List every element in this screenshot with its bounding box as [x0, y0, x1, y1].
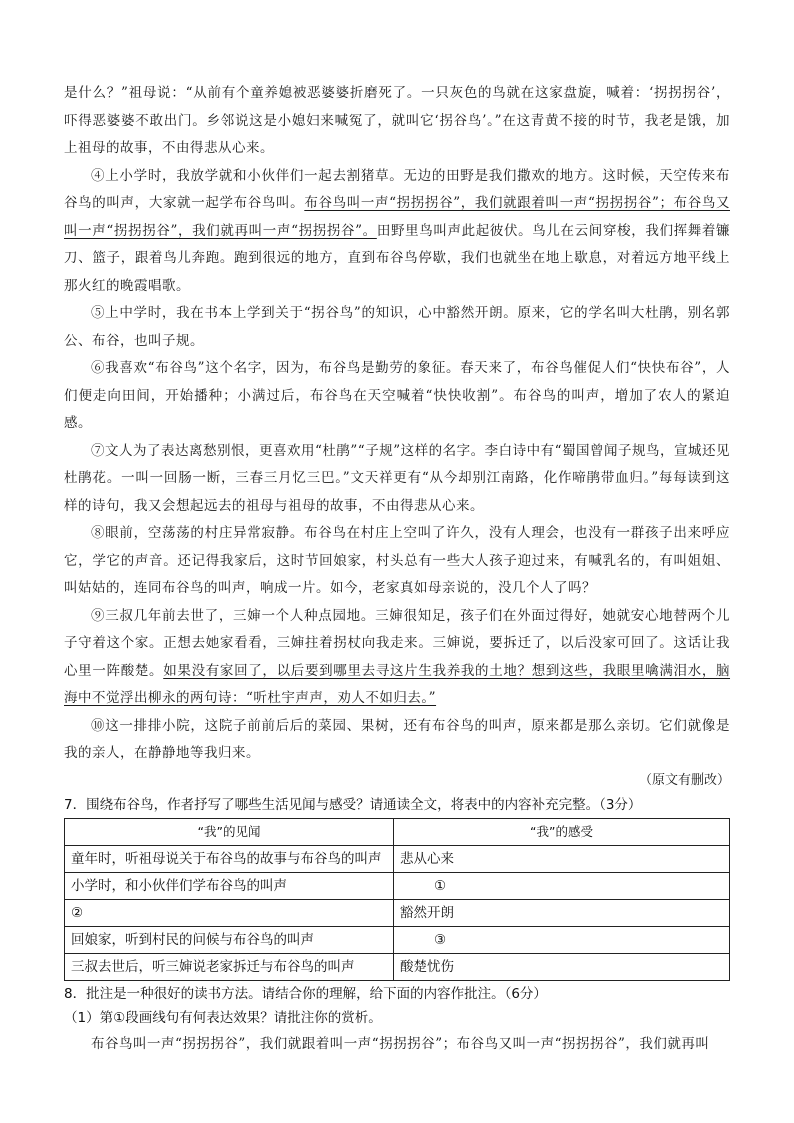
paragraph-9-text-a: ⑨三叔几年前去世了，三婶一个人种点园地。三婶很知足，孩子们在外面过得好，她就安心地替两个儿子守着这个家。正想去她家看看，三婶拄着拐杖向我走来。三婶说，要拆迁了，以后没家可回了。这话让我心里一阵酸楚。	[64, 607, 730, 679]
paragraph-5: ⑤上中学时，我在书本上学到关于“拐谷鸟”的知识，心中豁然开朗。原来，它的学名叫大杜鹃，别名郭公、布谷，也叫子规。	[64, 305, 730, 349]
table-row	[65, 926, 730, 953]
paragraph-4-text-b: 田野里鸟叫声此起彼伏。鸟儿在云间穿梭，我们挥舞着镰刀、篮子，跟着鸟儿奔跑。跑到很远的地方，直到布谷鸟停歇，我们也就坐在地上歇息，对着远方地平线上那火红的晚霞唱歌。	[64, 222, 731, 294]
paragraph-4	[64, 163, 730, 301]
answer-blank-1[interactable]: ①	[394, 872, 730, 899]
table-cell-experience: 童年时，听祖母说关于布谷鸟的故事与布谷鸟的叫声	[65, 845, 394, 872]
table-row	[65, 953, 730, 980]
table-row	[65, 872, 730, 899]
paragraph-intro: 是什么？”祖母说：“从前有个童养媳被恶婆婆折磨死了。一只灰色的鸟就在这家盘旋，喊着：‘拐拐拐谷’，吓得恶婆婆不敢出门。乡邻说这是小媳妇来喊冤了，就叫它‘拐谷鸟’。”在这青黄不接的时节，我老是饿，加上祖母的故事，不由得悲从心来。	[64, 85, 730, 156]
paragraph-8: ⑧眼前，空荡荡的村庄异常寂静。布谷鸟在村庄上空叫了许久，没有人理会，也没有一群孩子出来呼应它，学它的声音。还记得我家后，这时节回娘家，村头总有一些大人孩子迎过来，有喊乳名的，有叫姐姐、叫姑姑的，连同布谷鸟的叫声，响成一片。如今，老家真如母亲说的，没几个人了吗？	[64, 525, 730, 596]
table-cell-feeling: 豁然开朗	[394, 899, 730, 926]
question-7: 7．围绕布谷鸟，作者抒写了哪些生活见闻与感受？请通读全文，将表中的内容补充完整。（3分）	[64, 796, 642, 813]
table-header-experience: “我”的见闻	[65, 818, 394, 845]
table-cell-experience: 三叔去世后，听三婶说老家拆迁与布谷鸟的叫声	[65, 953, 394, 980]
paragraph-9	[64, 603, 730, 713]
paragraph-4-underlined-sentence: 布谷鸟叫一声“拐拐拐谷”，我们就跟着叫一声“拐拐拐谷”；布谷鸟又叫一声“拐拐拐谷”，我们就再叫一声“拐拐拐谷”。	[64, 195, 730, 239]
paragraph-7: ⑦文人为了表达离愁别恨，更喜欢用“杜鹃”“子规”这样的名字。李白诗中有“蜀国曾闻子规鸟，宣城还见杜鹃花。一叫一回肠一断，三春三月忆三巴。”文天祥更有“从今却别江南路，化作啼鹃带血归。”每每读到这样的诗句，我又会想起远去的祖母与祖母的故事，不由得悲从心来。	[64, 442, 731, 514]
paragraph-10: ⑩这一排排小院，这院子前前后后的菜园、果树，还有布谷鸟的叫声，原来都是那么亲切。它们就像是我的亲人，在静静地等我归来。	[64, 717, 730, 761]
question-7-table	[64, 818, 730, 981]
table-header-feeling: “我”的感受	[394, 818, 730, 845]
question-8: 8．批注是一种很好的读书方法。请结合你的理解，给下面的内容作批注。（6分）	[64, 985, 547, 1002]
table-cell-experience: 回娘家，听到村民的问候与布谷鸟的叫声	[65, 926, 394, 953]
table-cell-feeling: 悲从心来	[394, 845, 730, 872]
table-cell-experience: 小学时，和小伙伴们学布谷鸟的叫声	[65, 872, 394, 899]
table-row	[65, 845, 730, 872]
paragraph-9-underlined-2: 想到这些，我眼里噙满泪水，脑海中不觉浮出柳永的两句诗：“听杜宇声声，劝人不如归去。”	[64, 662, 731, 706]
paragraph-4-text-a: ④上小学时，我放学就和小伙伴们一起去割猪草。无边的田野是我们撒欢的地方。这时候，天空传来布谷鸟的叫声，大家就一起学布谷鸟叫。	[64, 167, 730, 211]
source-note: （原文有删改）	[638, 772, 730, 788]
paragraph-6: ⑥我喜欢“布谷鸟”这个名字，因为，布谷鸟是勤劳的象征。春天来了，布谷鸟催促人们“快快布谷”，人们便走向田间，开始播种；小满过后，布谷鸟在天空喊着“快快收割”。布谷鸟的叫声，增加了农人的紧迫感。	[64, 360, 730, 431]
content-area	[64, 80, 730, 1058]
table-row	[65, 899, 730, 926]
question-8-sub-1: （1）第①段画线句有何表达效果？请批注你的赏析。	[64, 1009, 382, 1026]
answer-blank-2[interactable]: ②	[65, 899, 394, 926]
table-header-row	[65, 818, 730, 845]
question-8-quote: 布谷鸟叫一声“拐拐拐谷”，我们就跟着叫一声“拐拐拐谷”；布谷鸟又叫一声“拐拐拐谷”，我们就再叫	[91, 1035, 710, 1052]
answer-blank-3[interactable]: ③	[394, 926, 730, 953]
table-cell-feeling: 酸楚忧伤	[394, 953, 730, 980]
paragraph-9-underlined-1: 如果没有家回了，以后要到哪里去寻这片生我养我的土地？	[163, 662, 532, 679]
